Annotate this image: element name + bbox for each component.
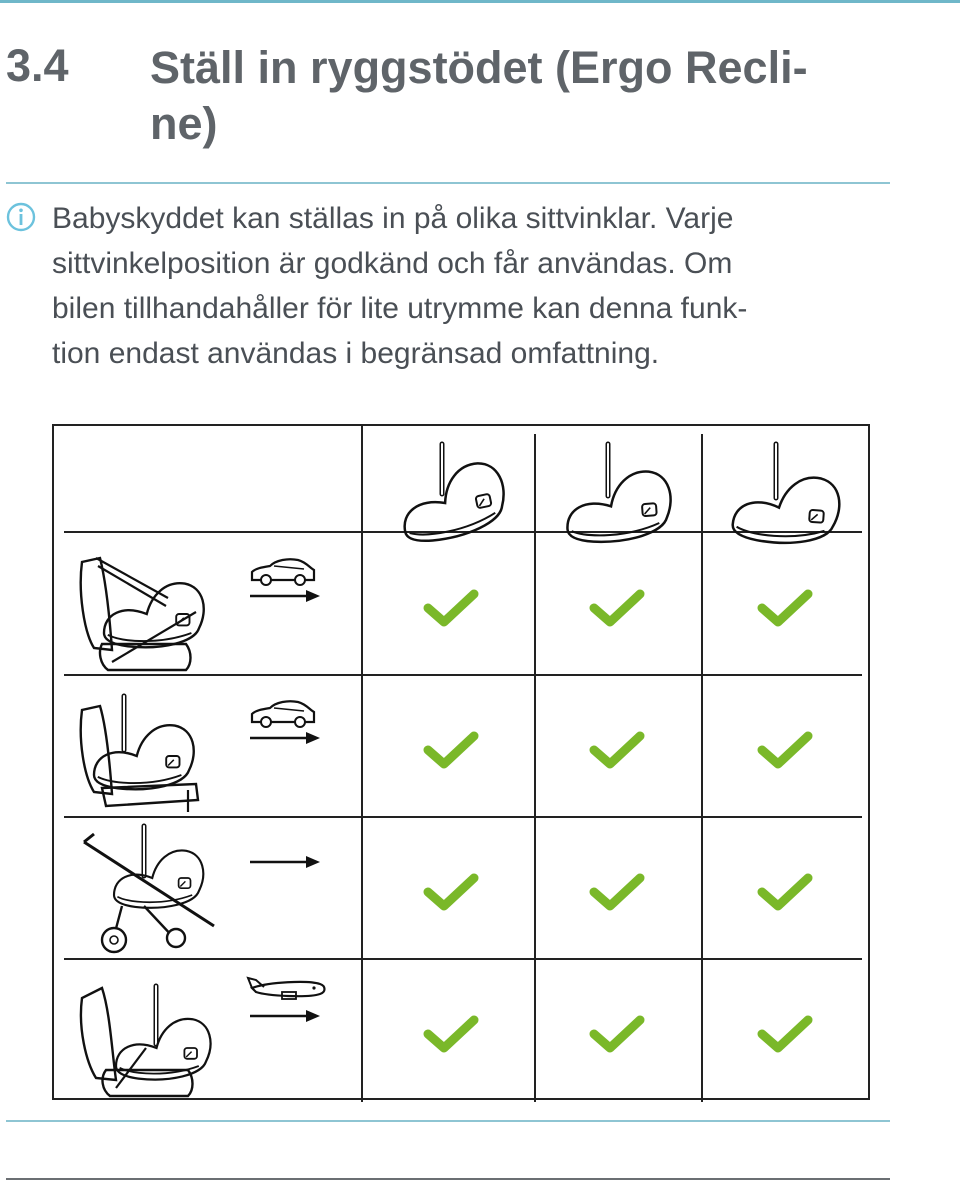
car-seat-with-belt-icon — [81, 558, 204, 670]
compatibility-table — [52, 424, 870, 1100]
info-icon — [6, 202, 36, 232]
car-icon — [252, 701, 314, 727]
top-rule — [0, 0, 960, 3]
airplane-seat-icon — [81, 986, 211, 1096]
table-drawing — [54, 426, 872, 1102]
check-icon — [428, 1020, 474, 1048]
check-icon — [762, 736, 808, 764]
arrow-icon — [250, 732, 320, 744]
info-line: sittvinkelposition är godkänd och får användas. Om — [52, 247, 733, 280]
info-text — [52, 196, 872, 376]
check-icon — [762, 878, 808, 906]
check-icon — [594, 878, 640, 906]
info-line: Babyskyddet kan ställas in på olika sittvinklar. Varje — [52, 202, 734, 235]
check-icon — [594, 736, 640, 764]
section-title-line-2: ne) — [150, 98, 218, 149]
check-icon — [428, 594, 474, 622]
info-line: bilen tillhandahåller för lite utrymme kan denna funk- — [52, 292, 748, 325]
divider-bottom — [6, 1178, 890, 1180]
check-icon — [428, 878, 474, 906]
car-seat-on-base-icon — [81, 696, 198, 812]
check-icon — [762, 1020, 808, 1048]
divider-top — [6, 182, 890, 184]
arrow-icon — [250, 590, 320, 602]
section-number: 3.4 — [6, 40, 69, 91]
recline-position-2-icon — [564, 444, 673, 544]
check-icon — [594, 594, 640, 622]
car-icon — [252, 559, 314, 585]
arrow-icon — [250, 856, 320, 868]
check-icon — [594, 1020, 640, 1048]
check-icon — [762, 594, 808, 622]
check-icon — [428, 736, 474, 764]
divider-bottom-accent — [6, 1120, 890, 1122]
airplane-icon — [248, 978, 325, 999]
info-line: tion endast användas i begränsad omfattning. — [52, 337, 660, 370]
section-title — [150, 40, 910, 152]
stroller-icon — [84, 826, 214, 952]
section-title-line-1: Ställ in ryggstödet (Ergo Recli- — [150, 42, 808, 93]
arrow-icon — [250, 1010, 320, 1022]
